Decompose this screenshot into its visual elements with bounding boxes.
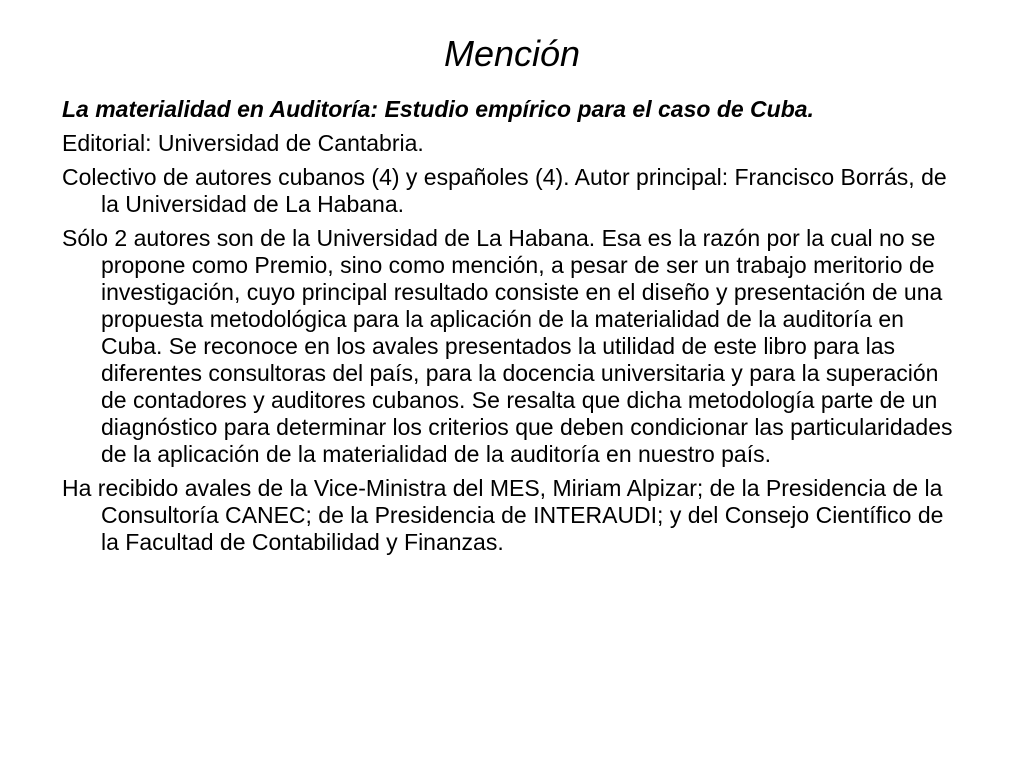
justification-paragraph: Sólo 2 autores son de la Universidad de La Habana. Esa es la razón por la cual no se propone como Premio, sino como mención, a pesar de ser un trabajo meritorio de investigación, cuyo principal resultado consiste en el diseño y presentación de una propuesta metodológica para la aplicación de la materialidad de la auditoría en Cuba. Se reconoce en los avales presentados la utilidad de este libro para las diferentes consultoras del país, para la docencia universitaria y para la superación de contadores y auditores cubanos. Se resalta que dicha metodología parte de un diagnóstico para determinar los criterios que deben condicionar las particularidades de la aplicación de la materialidad de la auditoría en nuestro país. [62, 225, 953, 467]
slide-title: Mención [443, 33, 581, 74]
endorsements-paragraph: Ha recibido avales de la Vice-Ministra del MES, Miriam Alpizar; de la Presidencia de la Consultoría CANEC; de la Presidencia de INTERAUDI; y del Consejo Científico de la Facultad de Contabilidad y Finanzas. [62, 475, 944, 555]
book-title-paragraph: La materialidad en Auditoría: Estudio empírico para el caso de Cuba. [62, 96, 814, 122]
authors-paragraph: Colectivo de autores cubanos (4) y españoles (4). Autor principal: Francisco Borrás, de la Universidad de La Habana. [62, 164, 947, 217]
slide-body [62, 96, 962, 563]
publisher-paragraph: Editorial: Universidad de Cantabria. [62, 130, 424, 156]
